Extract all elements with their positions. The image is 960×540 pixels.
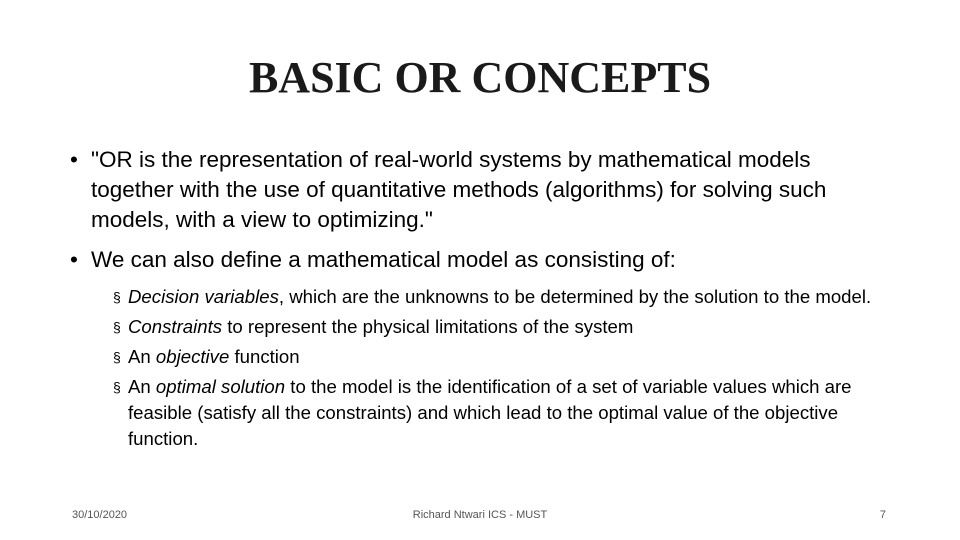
term-constraints: Constraints [128, 316, 223, 337]
term-optimal-solution: optimal solution [155, 376, 286, 397]
main-bullet-list [70, 145, 890, 285]
sub-bullet-text: to represent the physical limitations of the system [222, 316, 634, 337]
bullet-or-definition [70, 145, 890, 235]
sub-bullet-decision-variables [113, 284, 903, 310]
sub-bullet-text: , which are the unknowns to be determined by the solution to the model. [278, 286, 872, 307]
sub-bullet-prefix: An [128, 376, 156, 397]
bullet-model-definition [70, 245, 890, 275]
bullet-text: We can also define a mathematical model as consisting of: [91, 247, 676, 272]
sub-bullet-constraints [113, 314, 903, 340]
sub-bullet-text: function [229, 346, 300, 367]
slide-title: BASIC OR CONCEPTS [248, 53, 712, 102]
sub-bullet-marker: § [113, 349, 121, 365]
sub-bullet-marker: § [113, 319, 121, 335]
sub-bullet-list [113, 284, 903, 456]
footer-date: 30/10/2020 [72, 509, 128, 521]
sub-bullet-marker: § [113, 289, 121, 305]
sub-bullet-prefix: An [128, 346, 156, 367]
bullet-marker: • [70, 247, 78, 272]
sub-bullet-objective [113, 344, 903, 370]
bullet-marker: • [70, 147, 78, 172]
footer-author: Richard Ntwari ICS - MUST [412, 509, 548, 521]
term-decision-variables: Decision variables [128, 286, 279, 307]
sub-bullet-text: to the model is the identification of a set of variable values which are feasible (satisfy all the constraints) and which lead to the optimal value of the objective function. [128, 376, 852, 449]
bullet-text: "OR is the representation of real-world systems by mathematical models together with the use of quantitative methods (algorithms) for solving such models, with a view to optimizing." [91, 147, 827, 232]
sub-bullet-marker: § [113, 379, 121, 395]
footer-page-number: 7 [879, 509, 886, 521]
sub-bullet-optimal-solution [113, 374, 903, 452]
term-objective: objective [155, 346, 230, 367]
